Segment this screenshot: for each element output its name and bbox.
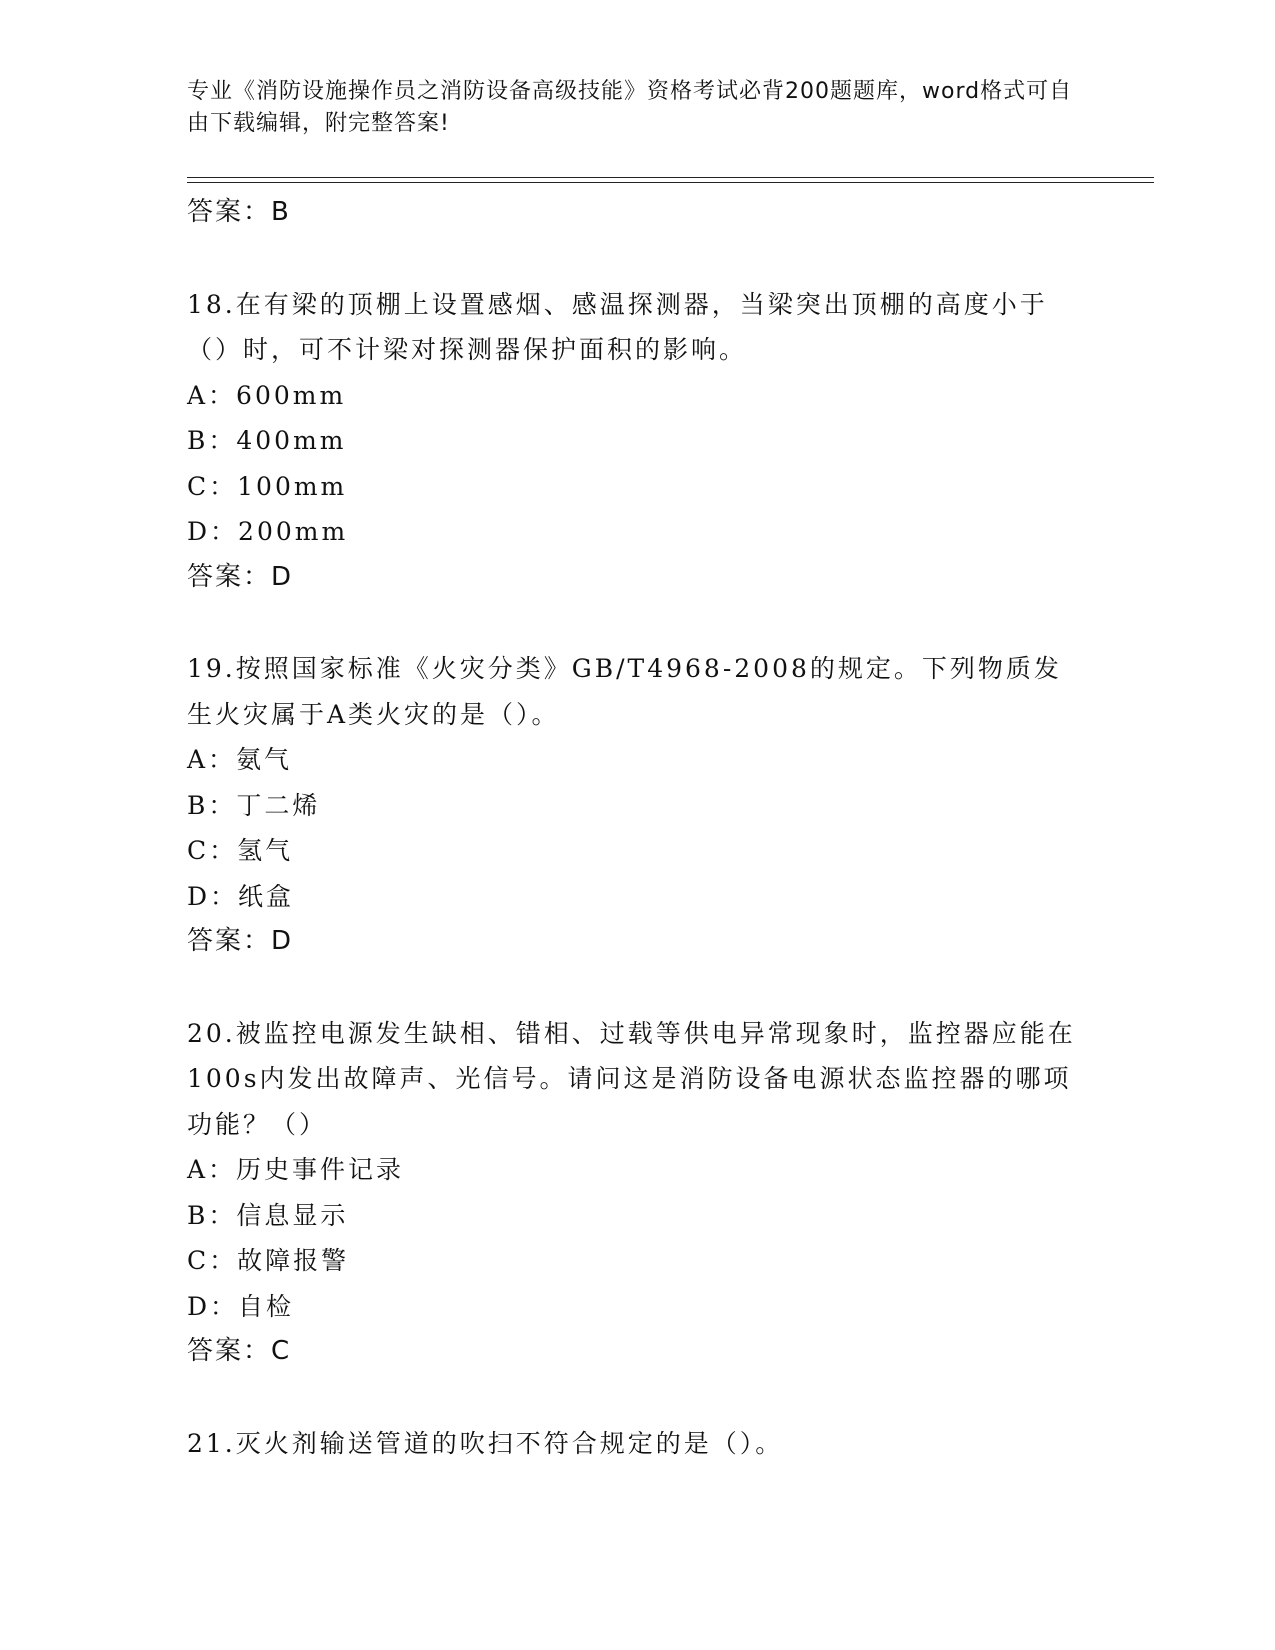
question-20-option-b: B：信息显示 — [187, 1200, 349, 1230]
question-18-text: 18.在有梁的顶棚上设置感烟、感温探测器，当梁突出顶棚的高度小于（）时，可不计梁对探测器保护面积的影响。 — [187, 289, 1048, 364]
header-divider-top — [187, 177, 1154, 178]
question-20-option-c: C：故障报警 — [187, 1246, 350, 1275]
question-18-option-a: A：600mm — [187, 380, 347, 410]
question-21 — [187, 1421, 1087, 1467]
header-divider-bottom — [187, 182, 1154, 183]
question-19 — [187, 646, 1087, 965]
question-21-text: 21.灭火剂输送管道的吹扫不符合规定的是（）。 — [187, 1428, 784, 1458]
question-18-option-b: B：400mm — [187, 426, 347, 455]
question-20-option-a: A：历史事件记录 — [187, 1155, 405, 1184]
question-19-text: 19.按照国家标准《火灾分类》GB/T4968-2008的规定。下列物质发生火灾属于A类火灾的是（）。 — [187, 654, 1062, 729]
answer-17: 答案：B — [187, 197, 291, 227]
question-18-option-d: D：200mm — [187, 517, 349, 546]
question-18 — [187, 282, 1087, 601]
question-18-option-c: C：100mm — [187, 471, 348, 501]
question-19-option-a: A：氨气 — [187, 745, 293, 774]
question-18-answer: 答案：D — [187, 561, 294, 592]
question-19-option-c: C：氢气 — [187, 836, 294, 865]
question-19-option-d: D：纸盒 — [187, 881, 295, 911]
question-20 — [187, 1011, 1087, 1375]
question-19-answer: 答案：D — [187, 926, 294, 956]
page-header: 专业《消防设施操作员之消防设备高级技能》资格考试必背200题题库，word格式可自由下载编辑，附完整答案! — [187, 79, 1073, 136]
question-20-answer: 答案：C — [187, 1336, 292, 1366]
question-20-option-d: D：自检 — [187, 1291, 295, 1321]
question-19-option-b: B：丁二烯 — [187, 790, 321, 820]
document-body — [187, 190, 1087, 1466]
question-20-text: 20.被监控电源发生缺相、错相、过载等供电异常现象时，监控器应能在100s内发出故障声、光信号。请问这是消防设备电源状态监控器的哪项功能？（） — [187, 1018, 1076, 1139]
